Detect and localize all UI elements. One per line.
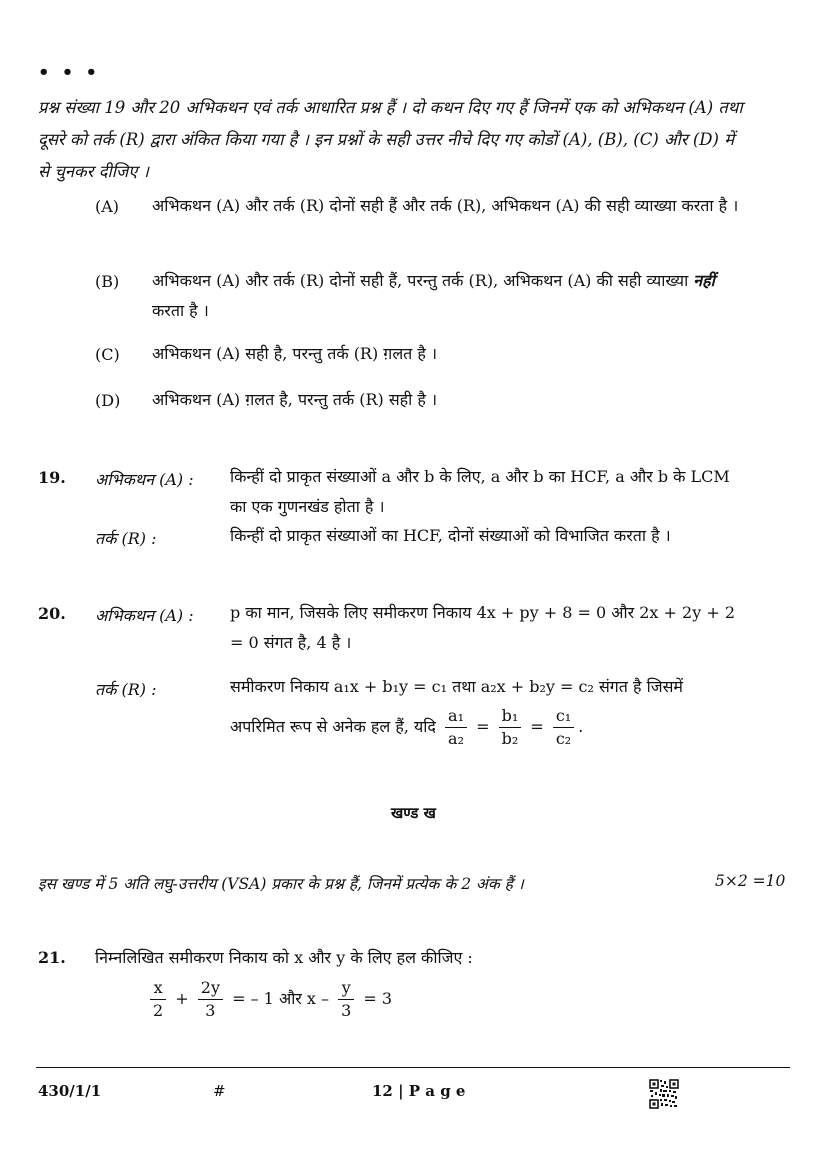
q20-reason-label: तर्क (R) : xyxy=(95,680,157,699)
footer-page-number: 12 | P a g e xyxy=(372,1082,466,1100)
q20-assertion-label: अभिकथन (A) : xyxy=(95,606,194,625)
fraction-numerator: b₁ xyxy=(499,705,522,728)
fraction-a1-a2 xyxy=(445,705,467,750)
section-title: खण्ड ख xyxy=(391,804,436,822)
fraction-denominator: 3 xyxy=(341,1001,352,1020)
option-d-text: अभिकथन (A) ग़लत है, परन्तु तर्क (R) सही है । xyxy=(152,390,438,409)
fraction-2y-3 xyxy=(198,977,223,1022)
footer-paper-code: 430/1/1 xyxy=(38,1082,102,1100)
option-b-emphasis: नहीं xyxy=(693,271,715,290)
fraction-denominator: 2 xyxy=(153,1001,164,1020)
fraction-denominator: 3 xyxy=(205,1001,216,1020)
q21-equations xyxy=(150,977,392,1022)
fraction-numerator: a₁ xyxy=(445,705,467,728)
fraction-denominator: a₂ xyxy=(448,729,464,748)
equals-sign: = xyxy=(476,717,490,736)
fraction-numerator: x xyxy=(150,977,166,1000)
option-a-text: अभिकथन (A) और तर्क (R) दोनों सही हैं और तर्क (R), अभिकथन (A) की सही व्याख्या करता है । xyxy=(152,196,739,215)
option-b-letter: (B) xyxy=(95,272,120,291)
q20-assertion-text: p का मान, जिसके लिए समीकरण निकाय 4x + py + 8 = 0 और 2x + 2y + 2 = 0 संगत है, 4 है । xyxy=(230,603,735,652)
equation-middle: = – 1 और x – xyxy=(232,989,330,1008)
fraction-denominator: b₂ xyxy=(501,729,519,748)
option-c-text: अभिकथन (A) सही है, परन्तु तर्क (R) ग़लत है । xyxy=(152,344,438,363)
footer-hash: # xyxy=(213,1082,226,1100)
fraction-denominator: c₂ xyxy=(555,729,572,748)
q19-assertion-label: अभिकथन (A) : xyxy=(95,470,194,489)
fraction-numerator: c₁ xyxy=(553,705,574,728)
q20-reason-line2 xyxy=(230,705,583,750)
option-b-text-before: अभिकथन (A) और तर्क (R) दोनों सही हैं, परन्तु तर्क (R), अभिकथन (A) की सही व्याख्या xyxy=(152,271,694,290)
period: . xyxy=(578,717,584,736)
option-a-letter: (A) xyxy=(95,197,120,216)
fraction-x-2 xyxy=(150,977,166,1022)
fraction-b1-b2 xyxy=(499,705,522,750)
equals-sign: = xyxy=(530,717,544,736)
fraction-numerator: y xyxy=(338,977,354,1000)
q20-number: 20. xyxy=(38,604,66,623)
instructions-intro: प्रश्न संख्या 19 और 20 अभिकथन एवं तर्क आधारित प्रश्न हैं । दो कथन दिए गए हैं जिनमें एक को अभिकथन (A) तथा दूसरे को तर्क (R) द्वारा अंकित किया गया है । इन प्रश्नों के सही उत्तर नीचे दिए गए कोडों (A), (B), (C) और (D) में से चुनकर दीजिए । xyxy=(38,98,743,181)
option-c-letter: (C) xyxy=(95,345,120,364)
q19-number: 19. xyxy=(38,468,66,487)
fraction-c1-c2 xyxy=(553,705,574,750)
qr-code-icon xyxy=(649,1079,679,1109)
q19-reason-label: तर्क (R) : xyxy=(95,529,157,548)
q19-assertion-text: किन्हीं दो प्राकृत संख्याओं a और b के लिए, a और b का HCF, a और b के LCM का एक गुणनखंड होता है । xyxy=(230,467,730,516)
option-b-text xyxy=(152,266,746,326)
fraction-numerator: 2y xyxy=(198,977,223,1000)
section-marks: 5×2 =10 xyxy=(715,872,786,890)
fraction-y-3 xyxy=(338,977,354,1022)
q20-reason-line1: समीकरण निकाय a₁x + b₁y = c₁ तथा a₂x + b₂y = c₂ संगत है जिसमें xyxy=(230,677,684,696)
equation-end: = 3 xyxy=(363,989,393,1008)
plus-sign: + xyxy=(175,989,189,1008)
q21-number: 21. xyxy=(38,948,66,967)
header-dots: • • • xyxy=(38,62,101,83)
q20-reason-prefix: अपरिमित रूप से अनेक हल हैं, यदि xyxy=(230,717,436,736)
option-b-text-after: करता है । xyxy=(152,301,209,320)
section-instruction: इस खण्ड में 5 अति लघु-उत्तरीय (VSA) प्रकार के प्रश्न हैं, जिनमें प्रत्येक के 2 अंक हैं । xyxy=(38,875,524,893)
q19-reason-text: किन्हीं दो प्राकृत संख्याओं का HCF, दोनों संख्याओं को विभाजित करता है । xyxy=(230,526,671,545)
footer-divider xyxy=(36,1067,790,1068)
q21-text: निम्नलिखित समीकरण निकाय को x और y के लिए हल कीजिए : xyxy=(95,948,473,967)
option-d-letter: (D) xyxy=(95,391,121,410)
